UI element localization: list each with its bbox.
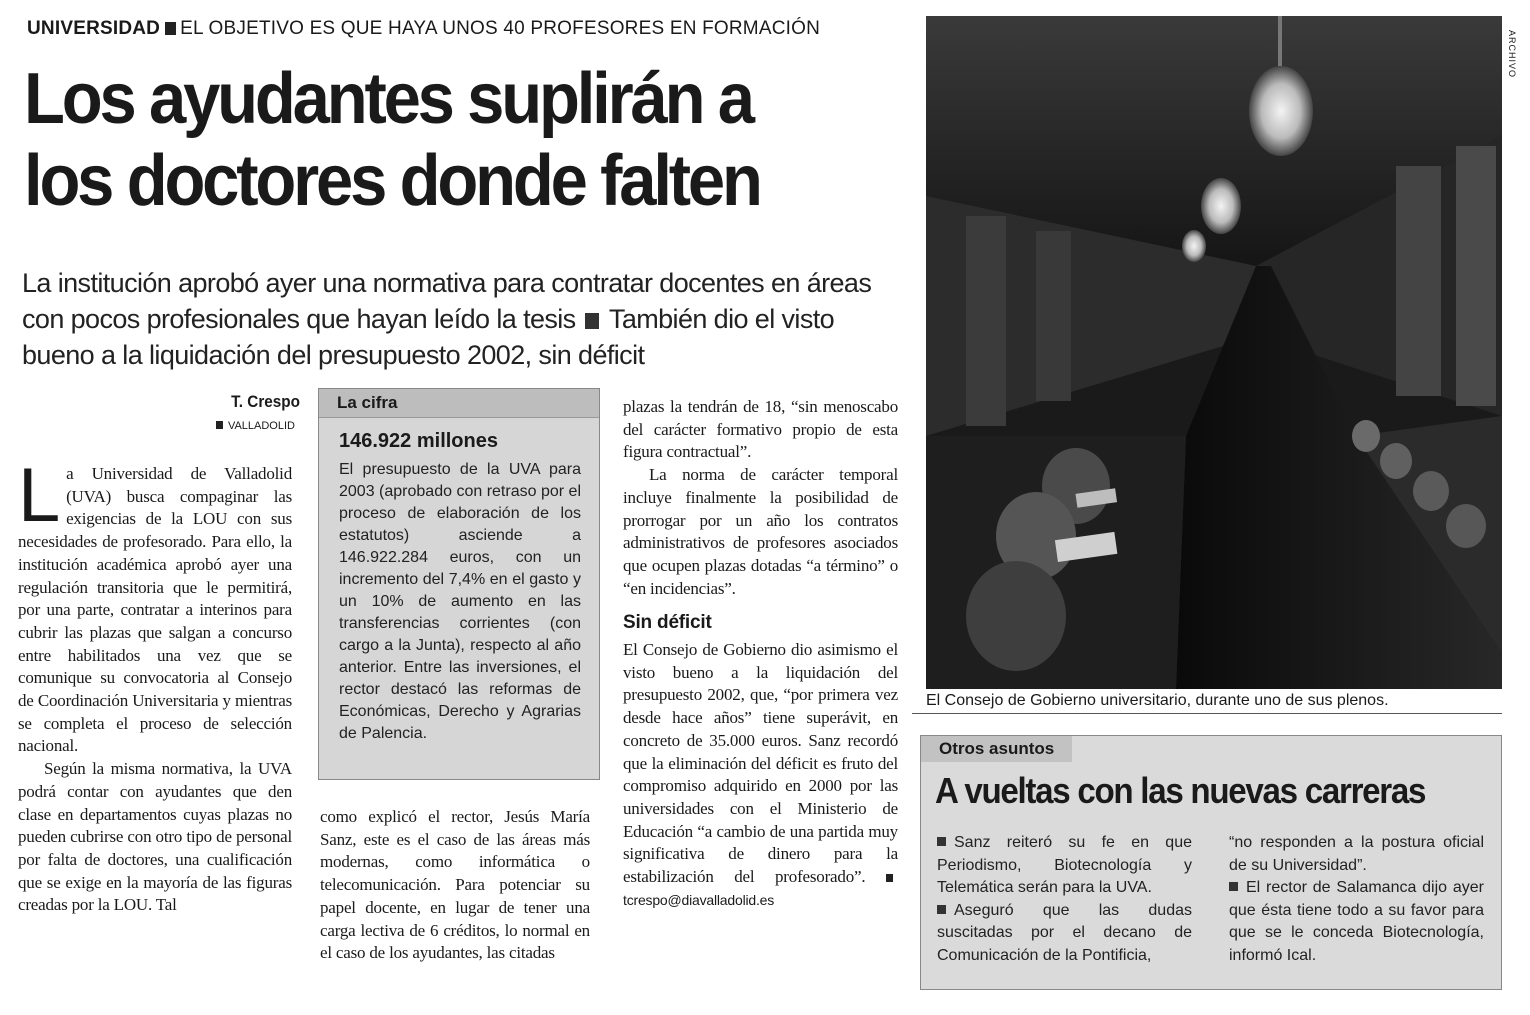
square-bullet-icon — [165, 22, 176, 35]
square-bullet-icon — [1229, 882, 1238, 891]
photo-caption: El Consejo de Gobierno universitario, durante uno de sus plenos. — [926, 692, 1389, 709]
list-item — [937, 832, 1192, 900]
square-bullet-icon — [937, 837, 946, 846]
otros-col-2 — [1229, 832, 1484, 967]
article-column-1 — [18, 453, 292, 917]
item-text: Sanz reiteró su fe en que Periodismo, Biotecnología y Telemática serán para la UVA. — [937, 834, 1192, 896]
section-subtitle: Sin déficit — [623, 612, 712, 634]
paragraph: La norma de carácter temporal incluye finalmente la posibilidad de prorrogar por un año los contratos administrativos de profesores asociados que ocupen plazas dotadas “a término” o “en incidencias”. — [623, 465, 898, 598]
subhead-part-1: La institución aprobó ayer una normativa para contratar docentes en áreas con pocos profesionales que hayan leído la tesis — [22, 268, 872, 334]
byline-place — [180, 420, 295, 432]
cifra-number: 146.922 millones — [339, 430, 498, 452]
kicker-text: EL OBJETIVO ES QUE HAYA UNOS 40 PROFESORES EN FORMACIÓN — [180, 18, 821, 39]
list-item — [1229, 877, 1484, 967]
paragraph — [623, 639, 898, 911]
item-text: Aseguró que las dudas suscitadas por el decano de Comunicación de la Pontificia, — [937, 901, 1192, 964]
headline — [24, 58, 842, 222]
subhead-part-2: También dio el visto bueno a la liquidación del presupuesto 2002, sin déficit — [22, 304, 835, 370]
square-bullet-icon — [937, 905, 946, 914]
headline-line-2: los doctores donde falten — [24, 141, 760, 221]
photo-image — [926, 16, 1502, 689]
paragraph: plazas la tendrán de 18, “sin menoscabo del carácter formativo propio de esta figura contractual”. — [623, 397, 898, 462]
cifra-text: El presupuesto de la UVA para 2003 (aprobado con retraso por el proceso de elaboración de los estatutos) asciende a 146.922.284 euros, con un incremento del 7,4% en el gasto y un 10% de aumento en las transferencias corrientes (con cargo a la Junta), respecto al año anterior. Entre las inversiones, el rector destacó las reformas de Económicas, Derecho y Agrarias de Palencia. — [339, 461, 581, 742]
section-label: UNIVERSIDAD — [27, 18, 161, 39]
cifra-tag: La cifra — [319, 389, 599, 418]
paragraph-text: a Universidad de Valladolid (UVA) busca compaginar las exigencias de la LOU con sus necesidades de profesorado. Para ello, la institución académica aprobó ayer una regulación transitoria que le permitirá, por una parte, contratar a interinos para cubrir las plazas que salgan a concurso entre habilitados una vez que se comunique su convocatoria al Consejo de Coordinación Universitaria y mientras se completa el proceso de selección nacional. — [18, 464, 292, 756]
place-text: VALLADOLID — [227, 420, 295, 432]
cifra-box — [318, 388, 600, 780]
paragraph: Según la misma normativa, la UVA podrá contar con ayudantes que den clase en departamentos cuyas plazas no pueden cubrirse con otro tipo de personal por falta de doctores, una cualificación que se exige en la mayoría de las figuras creadas por la LOU. Tal — [18, 759, 292, 915]
otros-col-1 — [937, 832, 1192, 967]
paragraph-text: El Consejo de Gobierno dio asimismo el visto bueno a la liquidación del presupuesto 2002, que, “por primera vez desde hace años” tiene superávit, en concreto de 35.000 euros. Sanz recordó que la eliminación del déficit es fruto del compromiso adquirido en 2000 por las universidades con el Ministerio de Educación “a cambio de una partida muy significativa de dinero para la estabilización del profesorado”. — [623, 640, 898, 887]
list-item-continuation: “no responden a la postura oficial de su Universidad”. — [1229, 834, 1484, 874]
square-bullet-icon — [216, 421, 223, 429]
meeting-room-photo — [926, 16, 1502, 689]
drop-cap: L — [18, 453, 61, 538]
author-email: tcrespo@diavalladolid.es — [623, 891, 775, 908]
photo-credit: ARCHIVO — [1507, 30, 1517, 79]
paragraph: como explicó el rector, Jesús María Sanz, este es el caso de las áreas más modernas, como informática o telecomunicación. Para potenciar su papel docente, en lugar de tener una carga lectiva de 6 créditos, lo normal en el caso de los ayudantes, las citadas — [320, 807, 590, 963]
subhead — [22, 265, 912, 373]
otros-asuntos-box — [920, 735, 1502, 990]
square-bullet-icon — [585, 313, 599, 329]
article-column-3 — [623, 396, 898, 911]
paragraph — [18, 453, 292, 758]
headline-line-1: Los ayudantes suplirán a — [24, 59, 752, 139]
article-column-2 — [320, 806, 590, 965]
byline-author: T. Crespo — [231, 392, 300, 411]
otros-tag: Otros asuntos — [921, 736, 1072, 762]
item-text: El rector de Salamanca dijo ayer que ésta tiene todo a su favor para que se le conceda Biotecnología, informó Ical. — [1229, 879, 1484, 964]
otros-title: A vueltas con las nuevas carreras — [935, 770, 1426, 811]
divider — [912, 713, 1502, 714]
list-item — [937, 900, 1192, 968]
square-bullet-icon — [886, 874, 893, 882]
kicker — [27, 18, 820, 40]
